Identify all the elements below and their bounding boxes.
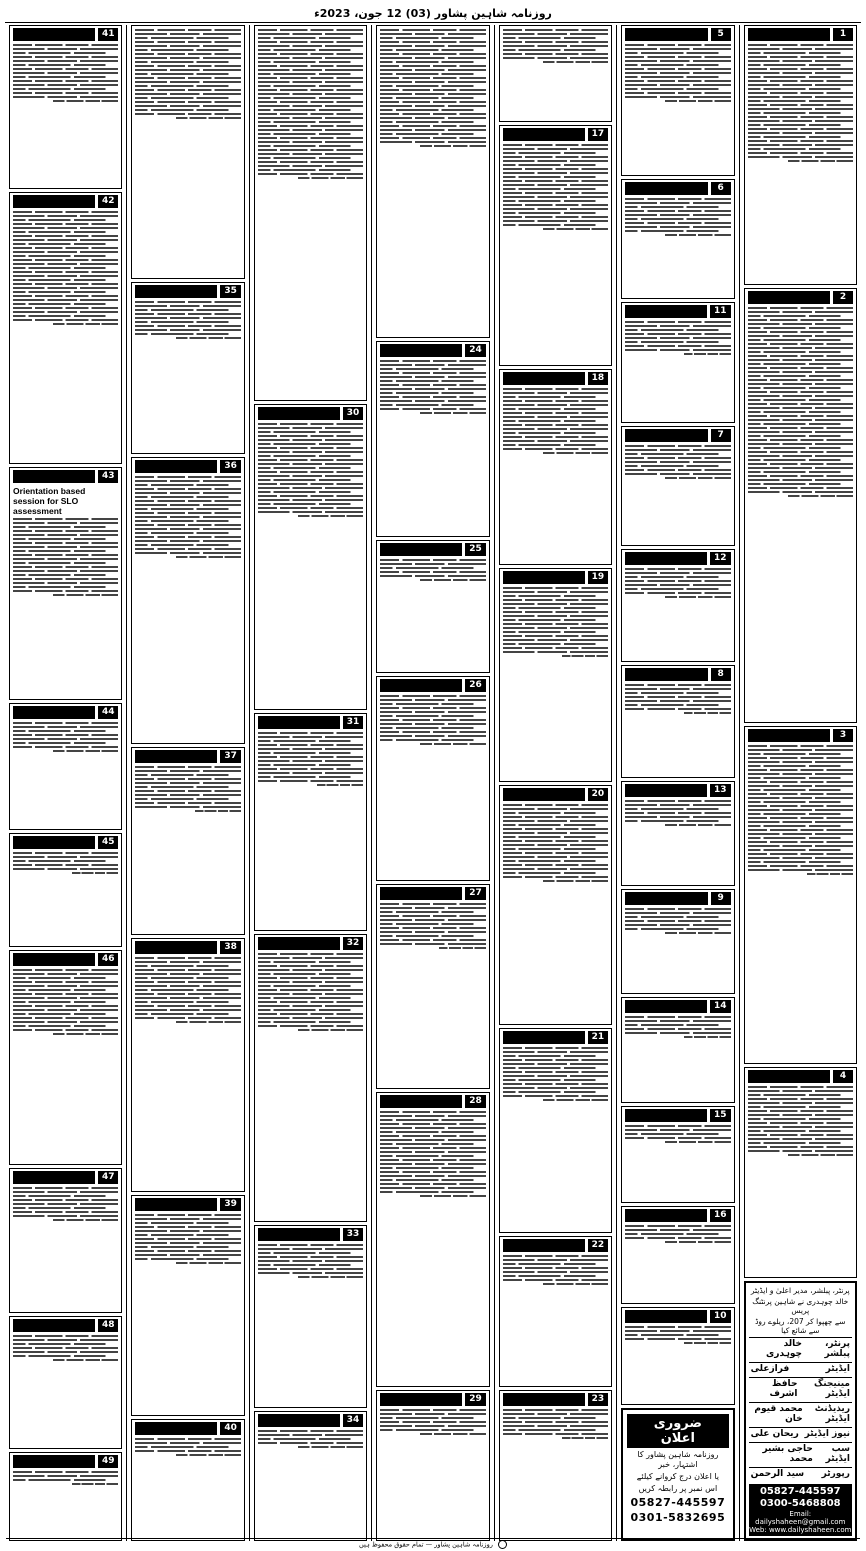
article-headline-bar: [748, 1070, 830, 1083]
article-headline-bar: [13, 1455, 95, 1468]
article-number: 47: [98, 1171, 119, 1184]
article-block[interactable]: [499, 125, 612, 366]
article-body: [135, 28, 240, 275]
article-headline-bar: [135, 285, 217, 298]
article-headline-bar: [135, 1198, 217, 1211]
article-block[interactable]: [376, 1092, 489, 1387]
article-body: [503, 586, 608, 778]
article-body: [13, 43, 118, 185]
article-body: [135, 765, 240, 931]
article-block[interactable]: [254, 934, 367, 1222]
article-headline-bar: [625, 182, 707, 195]
article-body: [625, 799, 730, 882]
article-headline-bar: [380, 344, 462, 357]
article-block[interactable]: [131, 457, 244, 744]
article-headline-bar: [135, 750, 217, 763]
article-headline-bar: [625, 668, 707, 681]
article-block[interactable]: [9, 467, 122, 701]
article-headline-bar: [13, 195, 95, 208]
article-block[interactable]: [131, 747, 244, 935]
article-body: [13, 1470, 118, 1537]
column-5: [249, 25, 371, 1541]
article-block[interactable]: [744, 288, 857, 723]
article-block[interactable]: [499, 1390, 612, 1541]
article-block[interactable]: [9, 1452, 122, 1541]
article-number: 1: [833, 28, 853, 41]
staff-role: پرنٹر، پبلشر: [824, 1338, 850, 1359]
article-block[interactable]: [499, 369, 612, 565]
email-value[interactable]: dailyshaheen@gmail.com: [755, 1517, 846, 1526]
email-label: Email:: [789, 1509, 812, 1518]
article-block[interactable]: [621, 997, 734, 1102]
article-block[interactable]: [621, 665, 734, 778]
article-block[interactable]: [9, 192, 122, 463]
article-number: 38: [220, 941, 241, 954]
article-headline-bar: [258, 937, 340, 950]
article-number: 23: [588, 1393, 609, 1406]
article-headline-bar: [625, 892, 707, 905]
colophon-line-3: سے چھپوا کر 207، ریلوے روڈ سے شائع کیا: [755, 1316, 846, 1335]
article-headline-bar: [380, 543, 462, 556]
article-body: [258, 952, 363, 1218]
article-body: [380, 1408, 485, 1537]
article-number: 32: [343, 937, 364, 950]
article-body: [380, 694, 485, 877]
article-number: 17: [588, 128, 609, 141]
columns-container: [5, 25, 861, 1541]
article-block[interactable]: [254, 1411, 367, 1541]
article-body: [258, 731, 363, 927]
article-number: 24: [465, 344, 486, 357]
article-number: 43: [98, 470, 119, 483]
notice-box: [621, 1408, 734, 1541]
printer-text: روزنامہ شاہین پشاور — تمام حقوق محفوظ ہیں: [359, 1540, 493, 1549]
article-number: 31: [343, 716, 364, 729]
column-6: [126, 25, 248, 1541]
article-body: [380, 359, 485, 533]
article-block[interactable]: [254, 404, 367, 710]
article-headline-bar: [625, 784, 707, 797]
article-headline-bar: [258, 407, 340, 420]
staff-name: ریحان علی: [750, 1428, 799, 1439]
staff-row: [749, 1402, 852, 1425]
staff-row: [749, 1377, 852, 1400]
article-block[interactable]: [131, 282, 244, 454]
masthead: [5, 4, 861, 23]
article-block[interactable]: [621, 889, 734, 994]
article-number: 39: [220, 1198, 241, 1211]
article-number: 11: [710, 305, 731, 318]
article-header: [748, 1070, 853, 1083]
article-block[interactable]: [376, 25, 489, 338]
article-number: 21: [588, 1031, 609, 1044]
article-body: [503, 143, 608, 362]
article-headline-bar: [625, 1310, 707, 1323]
article-number: 30: [343, 407, 364, 420]
article-headline-bar: [503, 372, 585, 385]
article-body: [625, 1224, 730, 1300]
notice-phone-2[interactable]: 0301-5832695: [630, 1510, 726, 1524]
article-block[interactable]: [744, 726, 857, 1064]
article-body: [625, 1325, 730, 1401]
article-headline-bar: [135, 1422, 217, 1435]
article-body: [625, 1124, 730, 1200]
article-headline-bar: [380, 887, 462, 900]
article-headline-bar: [503, 788, 585, 801]
printer-line: [6, 1538, 860, 1549]
article-number: 12: [710, 552, 731, 565]
staff-name: سید الرحمن: [750, 1468, 805, 1479]
article-block[interactable]: [9, 1168, 122, 1314]
article-body: [625, 320, 730, 418]
article-block[interactable]: [621, 179, 734, 299]
article-body: [503, 28, 608, 118]
article-body: [748, 306, 853, 719]
article-headline-bar: [13, 706, 95, 719]
notice-phone-1[interactable]: 05827-445597: [630, 1495, 726, 1509]
article-number: 37: [220, 750, 241, 763]
article-body: [625, 567, 730, 658]
staff-row: [749, 1362, 852, 1375]
staff-role: ایڈیٹر: [825, 1363, 850, 1374]
article-body: [625, 444, 730, 542]
article-block[interactable]: [131, 1195, 244, 1416]
article-header: [748, 291, 853, 304]
article-headline-bar: [258, 1414, 340, 1427]
article-headline-bar: [380, 679, 462, 692]
article-block[interactable]: [376, 540, 489, 673]
web-value[interactable]: www.dailyshaheen.com: [768, 1525, 852, 1534]
article-headline-bar: [503, 128, 585, 141]
article-headline-bar: [503, 571, 585, 584]
article-block[interactable]: [9, 1316, 122, 1449]
article-number: 34: [343, 1414, 364, 1427]
article-body: [748, 43, 853, 281]
article-headline-bar: [380, 1095, 462, 1108]
article-headline-bar: [258, 716, 340, 729]
article-headline-bar: [625, 429, 707, 442]
article-body: [503, 803, 608, 1022]
article-body: [748, 744, 853, 1060]
article-body: [13, 721, 118, 826]
article-number: 15: [710, 1109, 731, 1122]
article-body: [13, 1334, 118, 1445]
article-headline-bar: [625, 28, 707, 41]
article-number: 13: [710, 784, 731, 797]
article-number: 29: [465, 1393, 486, 1406]
article-number: 8: [711, 668, 731, 681]
article-headline-bar: [135, 460, 217, 473]
article-block[interactable]: [376, 884, 489, 1089]
article-headline-bar: [13, 28, 95, 41]
article-block[interactable]: [499, 568, 612, 782]
article-number: 25: [465, 543, 486, 556]
article-number: 49: [98, 1455, 119, 1468]
article-body: [135, 475, 240, 740]
staff-row: [749, 1337, 852, 1360]
notice-line-1: روزنامہ شاہین پشاور کا اشتہار، خبر: [637, 1449, 719, 1469]
article-headline-bar: [13, 470, 95, 483]
article-number: 14: [710, 1000, 731, 1013]
article-body: [13, 851, 118, 943]
article-header: [748, 729, 853, 742]
article-block[interactable]: [376, 1390, 489, 1541]
article-number: 28: [465, 1095, 486, 1108]
article-headline-bar: [748, 291, 830, 304]
article-number: 33: [343, 1228, 364, 1241]
article-block[interactable]: [621, 426, 734, 546]
article-block[interactable]: [621, 25, 734, 176]
masthead-title: روزنامہ شاہین پشاور (03) 12 جون، 2023ء: [314, 6, 552, 20]
article-number: 44: [98, 706, 119, 719]
article-block[interactable]: [254, 1225, 367, 1408]
article-number: 46: [98, 953, 119, 966]
article-block[interactable]: [499, 25, 612, 122]
column-4: [371, 25, 493, 1541]
article-headline-bar: [503, 1393, 585, 1406]
column-7: [5, 25, 126, 1541]
article-body: [13, 968, 118, 1161]
colophon-line-2: خالد چوہدری نے شاہین پرنٹنگ پریس: [752, 1296, 849, 1315]
article-number: 20: [588, 788, 609, 801]
article-block[interactable]: [376, 676, 489, 881]
article-body: [135, 1213, 240, 1412]
article-number: 3: [833, 729, 853, 742]
article-number: 45: [98, 836, 119, 849]
article-number: 7: [711, 429, 731, 442]
logo-icon: [498, 1540, 507, 1549]
staff-row: [749, 1442, 852, 1465]
staff-role: رپورٹر: [821, 1468, 850, 1479]
article-headline-bar: [625, 305, 707, 318]
staff-name: محمد قیوم خان: [754, 1403, 803, 1424]
article-body: [13, 517, 118, 697]
article-number: 2: [833, 291, 853, 304]
article-body: [625, 197, 730, 295]
article-body: [380, 28, 485, 334]
article-body: [503, 1254, 608, 1383]
article-block[interactable]: [621, 1206, 734, 1304]
article-number: 18: [588, 372, 609, 385]
article-headline-bar: [13, 1171, 95, 1184]
article-body: [748, 1085, 853, 1274]
staff-name: خالد چوہدری: [766, 1338, 803, 1359]
article-headline-bar: [258, 1228, 340, 1241]
article-block[interactable]: [254, 713, 367, 931]
article-number: 26: [465, 679, 486, 692]
staff-role: ریذیڈنٹ ایڈیٹر: [814, 1403, 850, 1424]
article-headline-bar: [13, 953, 95, 966]
staff-role: نیوز ایڈیٹر: [804, 1428, 850, 1439]
article-headline-bar: [503, 1031, 585, 1044]
colophon-line-1: پرنٹر، پبلشر، مدیر اعلیٰ و ایڈیٹر: [750, 1285, 850, 1295]
article-headline-bar: [503, 1239, 585, 1252]
article-headline-bar: [748, 28, 830, 41]
article-number: 5: [711, 28, 731, 41]
article-block[interactable]: [744, 1067, 857, 1278]
article-block[interactable]: [744, 25, 857, 285]
article-block[interactable]: [9, 703, 122, 830]
article-block[interactable]: [254, 25, 367, 401]
article-number: 36: [220, 460, 241, 473]
notice-title: ضروری اعلان: [627, 1414, 728, 1448]
article-body: [380, 558, 485, 669]
article-headline-bar: [625, 552, 707, 565]
article-body: [13, 1186, 118, 1310]
staff-role: سب ایڈیٹر: [825, 1443, 850, 1464]
article-number: 40: [220, 1422, 241, 1435]
article-number: 6: [711, 182, 731, 195]
staff-row: [749, 1427, 852, 1440]
article-number: 10: [710, 1310, 731, 1323]
article-body: [258, 1243, 363, 1404]
article-headline-bar: [625, 1109, 707, 1122]
staff-row: [749, 1467, 852, 1480]
article-number: 19: [588, 571, 609, 584]
web-label: Web:: [749, 1525, 767, 1534]
staff-name: حافظ اشرف: [769, 1378, 798, 1399]
article-body: [380, 902, 485, 1085]
article-number: 9: [711, 892, 731, 905]
article-block[interactable]: [621, 1307, 734, 1405]
article-body: [625, 1015, 730, 1098]
staff-role: مینیجنگ ایڈیٹر: [814, 1378, 850, 1399]
article-block[interactable]: [376, 341, 489, 537]
article-number: 27: [465, 887, 486, 900]
article-body: [135, 300, 240, 450]
notice-line-3: اس نمبر پر رابطہ کریں: [638, 1483, 718, 1493]
article-headline-bar: [748, 729, 830, 742]
article-block[interactable]: [621, 1106, 734, 1204]
staff-name: حاجی بشیر محمد: [762, 1443, 813, 1464]
article-body: [135, 956, 240, 1188]
article-body: [625, 907, 730, 990]
column-3: [494, 25, 616, 1541]
article-block[interactable]: [131, 938, 244, 1192]
article-block[interactable]: [9, 950, 122, 1165]
article-block[interactable]: [499, 785, 612, 1026]
article-number: 42: [98, 195, 119, 208]
colophon-box: [744, 1281, 857, 1541]
article-body: [503, 1408, 608, 1537]
article-block[interactable]: [499, 1028, 612, 1233]
article-block[interactable]: [621, 781, 734, 886]
article-body: [13, 210, 118, 459]
article-number: 35: [220, 285, 241, 298]
article-headline-bar: [380, 1393, 462, 1406]
contact-block[interactable]: [749, 1484, 852, 1536]
article-block[interactable]: [9, 833, 122, 947]
article-headline-bar: [13, 836, 95, 849]
notice-line-2: یا اعلان درج کروانے کیلئے: [636, 1471, 719, 1481]
article-body: [258, 28, 363, 397]
article-body: [503, 1046, 608, 1229]
article-number: 41: [98, 28, 119, 41]
article-body: [625, 43, 730, 172]
contact-phone-1[interactable]: 05827-445597: [759, 1485, 841, 1497]
article-headline-bar: [135, 941, 217, 954]
article-header: [748, 28, 853, 41]
article-body: [135, 1437, 240, 1537]
article-block[interactable]: [499, 1236, 612, 1387]
article-body: [380, 1110, 485, 1383]
article-headline-bar: [625, 1209, 707, 1222]
article-body: [503, 387, 608, 561]
article-body: [258, 422, 363, 706]
article-headline-bar: [625, 1000, 707, 1013]
article-number: 22: [588, 1239, 609, 1252]
english-headline: Orientation based session for SLO assessment: [13, 485, 86, 516]
article-body: [625, 683, 730, 774]
column-1: [739, 25, 861, 1541]
article-number: 16: [710, 1209, 731, 1222]
article-block[interactable]: [131, 25, 244, 279]
staff-name: فرازعلی: [750, 1363, 790, 1374]
article-block[interactable]: [131, 1419, 244, 1541]
article-number: 48: [98, 1319, 119, 1332]
article-block[interactable]: [9, 25, 122, 189]
article-number: 4: [833, 1070, 853, 1083]
article-body: [258, 1429, 363, 1537]
article-headline-bar: [13, 1319, 95, 1332]
article-block[interactable]: [621, 549, 734, 662]
column-2: [616, 25, 738, 1541]
contact-phone-2[interactable]: 0300-5468808: [759, 1497, 841, 1509]
article-block[interactable]: [621, 302, 734, 422]
